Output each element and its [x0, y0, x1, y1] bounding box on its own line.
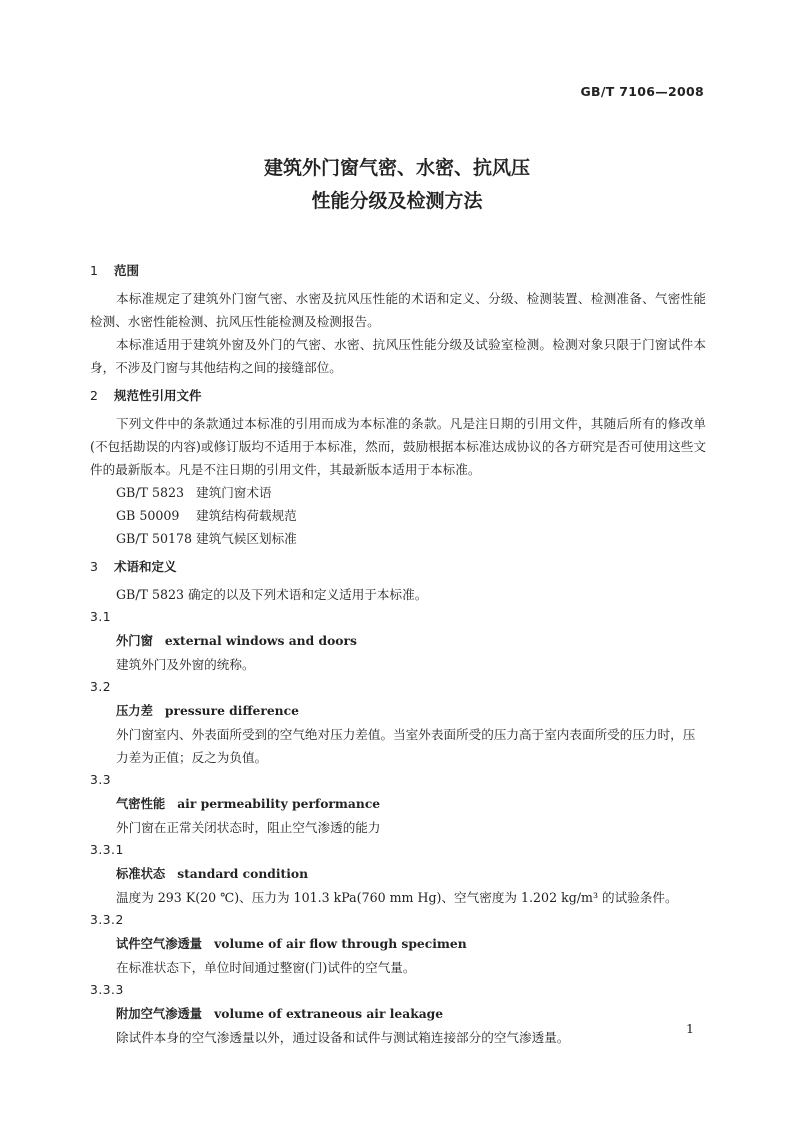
term-heading: 试件空气渗透量 volume of air flow through specimen — [116, 936, 467, 951]
term-heading: 标准状态 standard condition — [116, 866, 309, 881]
standard-code: GB/T 7106—2008 — [580, 84, 704, 99]
reference-item: GB 50009 建筑结构荷载规范 — [116, 508, 297, 523]
paragraph: GB/T 5823 确定的以及下列术语和定义适用于本标准。 — [116, 587, 428, 602]
title-line-2: 性能分级及检测方法 — [311, 190, 483, 212]
section-heading-terms-and-definitions: 3 术语和定义 — [90, 559, 177, 574]
title-line-1: 建筑外门窗气密、水密、抗风压 — [263, 157, 530, 179]
term-definition: 建筑外门及外窗的统称。 — [116, 657, 255, 672]
term-number: 3.3.3 — [90, 983, 124, 997]
term-heading: 气密性能 air permeability performance — [116, 796, 381, 811]
term-number: 3.1 — [90, 610, 112, 624]
document-body — [90, 259, 706, 1049]
term-definition: 温度为 293 K(20 ℃)、压力为 101.3 kPa(760 mm Hg)、空气密度为 1.202 kg/m³ 的试验条件。 — [116, 890, 678, 905]
reference-item: GB/T 50178 建筑气候区划标准 — [116, 531, 297, 546]
term-heading: 附加空气渗透量 volume of extraneous air leakage — [116, 1006, 444, 1021]
term-definition: 在标准状态下，单位时间通过整窗(门)试件的空气量。 — [116, 960, 416, 975]
paragraph: 下列文件中的条款通过本标准的引用而成为本标准的条款。凡是注日期的引用文件，其随后所有的修改单(不包括勘误的内容)或修订版均不适用于本标准，然而，鼓励根据本标准达成协议的各方研究是否可使用这些文件的最新版本。凡是不注日期的引用文件，其最新版本适用于本标准。 — [90, 416, 706, 477]
section-heading-normative-references: 2 规范性引用文件 — [90, 388, 202, 403]
reference-item: GB/T 5823 建筑门窗术语 — [116, 485, 272, 500]
section-heading-scope: 1 范围 — [90, 263, 140, 278]
term-number: 3.2 — [90, 680, 112, 694]
paragraph: 本标准适用于建筑外窗及外门的气密、水密、抗风压性能分级及试验室检测。检测对象只限于门窗试件本身，不涉及门窗与其他结构之间的接缝部位。 — [90, 337, 706, 375]
term-heading: 外门窗 external windows and doors — [116, 633, 357, 648]
term-heading: 压力差 pressure difference — [116, 703, 299, 718]
paragraph: 本标准规定了建筑外门窗气密、水密及抗风压性能的术语和定义、分级、检测装置、检测准备、气密性能检测、水密性能检测、抗风压性能检测及检测报告。 — [90, 291, 706, 329]
term-number: 3.3 — [90, 773, 112, 787]
page-number: 1 — [686, 1021, 694, 1036]
term-number: 3.3.2 — [90, 913, 124, 927]
term-definition: 外门窗室内、外表面所受到的空气绝对压力差值。当室外表面所受的压力高于室内表面所受的压力时，压力差为正值；反之为负值。 — [116, 727, 696, 765]
term-number: 3.3.1 — [90, 843, 124, 857]
document-title — [0, 152, 794, 218]
term-definition: 除试件本身的空气渗透量以外，通过设备和试件与测试箱连接部分的空气渗透量。 — [116, 1030, 570, 1045]
term-definition: 外门窗在正常关闭状态时，阻止空气渗透的能力 — [116, 820, 381, 835]
